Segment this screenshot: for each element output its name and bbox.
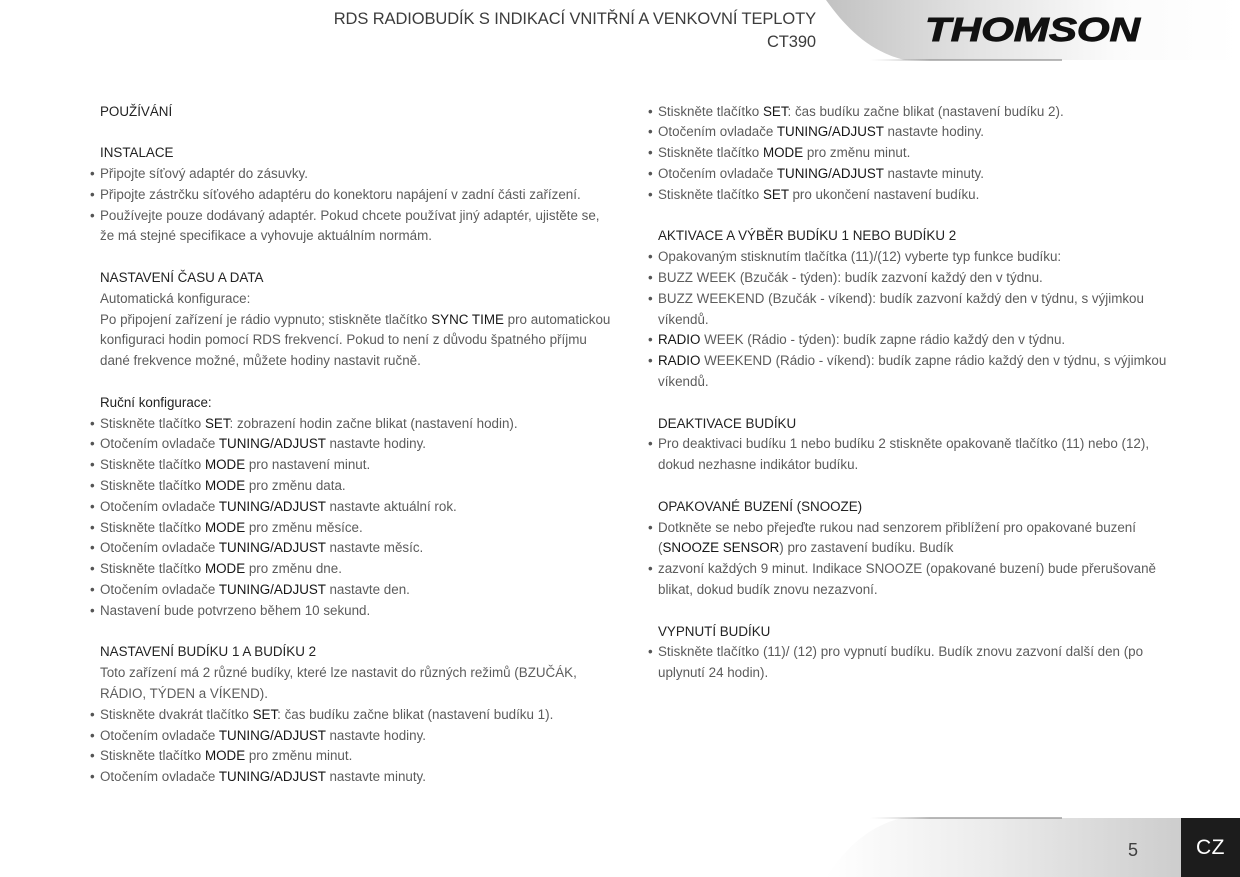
text-line <box>658 518 1233 539</box>
page-number: 5 <box>1127 840 1138 860</box>
bullet-item <box>90 206 630 248</box>
text-line <box>100 663 630 684</box>
bullet-item <box>90 434 630 455</box>
bullet-item <box>90 601 630 622</box>
control-name: RADIO <box>658 332 701 348</box>
text-line <box>658 642 1233 663</box>
bullet-item <box>90 580 630 601</box>
section-heading: Ruční konfigurace: <box>100 394 212 410</box>
text-line <box>658 122 1233 143</box>
text-line <box>658 143 1233 164</box>
text-run: pro změnu dne. <box>245 561 342 577</box>
bullet-item <box>648 351 1233 393</box>
text-line <box>100 559 630 580</box>
bullet-item <box>648 164 1233 185</box>
text-run: Otočením ovladače <box>100 436 219 452</box>
bullet-item <box>90 497 630 518</box>
control-name: TUNING/ADJUST <box>776 165 884 181</box>
text-run: Stiskněte tlačítko <box>100 415 205 431</box>
bullet-item <box>90 559 630 580</box>
text-run: pro nastavení minut. <box>245 457 371 473</box>
control-name: TUNING/ADJUST <box>218 727 326 743</box>
bullet-item <box>648 122 1233 143</box>
bullet-item <box>90 414 630 435</box>
control-name: SET <box>204 415 230 431</box>
right-column <box>648 102 1233 684</box>
text-line <box>100 767 630 788</box>
text-line <box>658 372 1233 393</box>
text-line <box>100 226 630 247</box>
bullet-item <box>648 434 1233 476</box>
text-run: : čas budíku začne blikat (nastavení budíku 1). <box>277 706 554 722</box>
text-line <box>658 351 1233 372</box>
text-run: BUZZ WEEK (Bzučák - týden): budík zazvoní každý den v týdnu. <box>658 269 1043 285</box>
text-run: Otočením ovladače <box>100 540 219 556</box>
text-line <box>100 684 630 705</box>
text-run: Otočením ovladače <box>100 769 219 785</box>
text-line <box>100 330 630 351</box>
text-run: nastavte aktuální rok. <box>325 498 457 514</box>
text-run: pro změnu minut. <box>803 145 911 161</box>
text-run: ( <box>658 540 663 556</box>
text-line <box>100 705 630 726</box>
text-line <box>100 580 630 601</box>
bullet-item <box>648 330 1233 351</box>
control-name: MODE <box>204 519 246 535</box>
control-name: SET <box>762 103 788 119</box>
brand-logo <box>900 0 1160 60</box>
bullet-item <box>90 767 630 788</box>
text-line <box>658 330 1233 351</box>
text-run: Stiskněte tlačítko <box>100 519 205 535</box>
text-run: konfiguraci hodin pomocí RDS frekvencí. Pokud to není z důvodu špatného příjmu <box>100 332 587 348</box>
text-run: Otočením ovladače <box>100 498 219 514</box>
text-line <box>100 601 630 622</box>
control-name: TUNING/ADJUST <box>218 540 326 556</box>
text-run: BUZZ WEEKEND (Bzučák - víkend): budík zazvoní každý den v týdnu, s výjimkou <box>658 290 1144 306</box>
text-line <box>658 268 1233 289</box>
control-name: TUNING/ADJUST <box>218 436 326 452</box>
text-run: nastavte minuty. <box>325 769 426 785</box>
text-run: pro změnu data. <box>245 477 346 493</box>
control-name: TUNING/ADJUST <box>218 769 326 785</box>
text-line <box>100 518 630 539</box>
section-heading: OPAKOVANÉ BUZENÍ (SNOOZE) <box>658 498 863 514</box>
text-line <box>658 538 1233 559</box>
text-run: víkendů. <box>658 311 709 327</box>
text-run: Otočením ovladače <box>100 581 219 597</box>
section-heading: VYPNUTÍ BUDÍKU <box>658 623 771 639</box>
text-run: WEEK (Rádio - týden): budík zapne rádio každý den v týdnu. <box>700 332 1066 348</box>
text-run: Stiskněte tlačítko <box>100 457 205 473</box>
bullet-item <box>648 289 1233 331</box>
text-run: Připojte síťový adaptér do zásuvky. <box>100 165 308 181</box>
text-run: nastavte hodiny. <box>325 436 426 452</box>
control-name: TUNING/ADJUST <box>218 498 326 514</box>
section-heading: POUŽÍVÁNÍ <box>100 103 173 119</box>
text-run: že má stejné specifikace a vyhovuje aktuálním normám. <box>100 228 432 244</box>
text-line <box>100 289 630 310</box>
text-run: víkendů. <box>658 373 709 389</box>
text-line <box>100 455 630 476</box>
text-run: Stiskněte tlačítko <box>100 561 205 577</box>
text-line <box>658 185 1233 206</box>
text-run: Otočením ovladače <box>658 124 777 140</box>
text-run: nastavte hodiny. <box>883 124 984 140</box>
text-run: Stiskněte tlačítko <box>658 186 763 202</box>
text-run: zazvoní každých 9 minut. Indikace SNOOZE (opakované buzení) bude přerušovaně <box>658 561 1156 577</box>
text-line <box>100 476 630 497</box>
text-line <box>100 746 630 767</box>
text-run: Stiskněte tlačítko <box>658 103 763 119</box>
text-run: Otočením ovladače <box>100 727 219 743</box>
bullet-item <box>90 455 630 476</box>
control-name: MODE <box>204 561 246 577</box>
text-line <box>658 580 1233 601</box>
text-run: pro automatickou <box>503 311 611 327</box>
section-heading: NASTAVENÍ BUDÍKU 1 A BUDÍKU 2 <box>100 644 317 660</box>
section-heading: DEAKTIVACE BUDÍKU <box>658 415 797 431</box>
text-line <box>100 538 630 559</box>
control-name: MODE <box>204 457 246 473</box>
text-run: Stiskněte tlačítko (11)/ (12) pro vypnutí budíku. Budík znovu zazvoní další den (po <box>658 644 1144 660</box>
text-run: blikat, dokud budík znovu nezazvoní. <box>658 581 878 597</box>
text-line <box>658 663 1233 684</box>
bullet-item <box>648 559 1233 601</box>
text-run: nastavte minuty. <box>883 165 984 181</box>
text-line <box>658 455 1233 476</box>
text-run: : zobrazení hodin začne blikat (nastavení hodin). <box>229 415 518 431</box>
text-run: dokud nezhasne indikátor budíku. <box>658 457 859 473</box>
text-run: pro ukončení nastavení budíku. <box>788 186 980 202</box>
text-run: Stiskněte dvakrát tlačítko <box>100 706 253 722</box>
text-run: Dotkněte se nebo přejeďte rukou nad senzorem přiblížení pro opakované buzení <box>658 519 1136 535</box>
text-run: Nastavení bude potvrzeno během 10 sekund. <box>100 602 371 618</box>
bullet-item <box>90 476 630 497</box>
text-line <box>658 247 1233 268</box>
left-column <box>90 102 630 788</box>
text-line <box>100 414 630 435</box>
bullet-item <box>90 538 630 559</box>
bullet-item <box>90 185 630 206</box>
text-run: : čas budíku začne blikat (nastavení budíku 2). <box>787 103 1064 119</box>
text-run: nastavte měsíc. <box>325 540 424 556</box>
text-line <box>658 164 1233 185</box>
text-run: pro změnu měsíce. <box>245 519 363 535</box>
brand-logo-text: THOMSON <box>925 11 1142 48</box>
text-run: Po připojení zařízení je rádio vypnuto; stiskněte tlačítko <box>100 311 432 327</box>
control-name: SYNC TIME <box>431 311 504 327</box>
text-run: WEEKEND (Rádio - víkend): budík zapne rádio každý den v týdnu, s výjimkou <box>700 353 1167 369</box>
text-line <box>100 497 630 518</box>
section-heading: AKTIVACE A VÝBĚR BUDÍKU 1 NEBO BUDÍKU 2 <box>658 228 957 244</box>
text-run: dané frekvence možné, můžete hodiny nastavit ručně. <box>100 353 421 369</box>
bullet-item <box>90 705 630 726</box>
bullet-item <box>90 518 630 539</box>
document-title: RDS RADIOBUDÍK S INDIKACÍ VNITŘNÍ A VENKOVNÍ TEPLOTY <box>333 10 816 28</box>
text-run: Stiskněte tlačítko <box>658 145 763 161</box>
bullet-item <box>648 268 1233 289</box>
text-run: Toto zařízení má 2 různé budíky, které lze nastavit do různých režimů (BZUČÁK, <box>100 665 577 681</box>
control-name: SET <box>762 186 789 202</box>
paragraph <box>90 663 630 705</box>
language-tab: CZ <box>1196 835 1225 859</box>
text-run: uplynutí 24 hodin). <box>658 665 769 681</box>
text-run: Stiskněte tlačítko <box>100 477 205 493</box>
control-name: TUNING/ADJUST <box>218 581 326 597</box>
text-run: RÁDIO, TÝDEN a VÍKEND). <box>100 685 268 701</box>
paragraph <box>90 310 630 372</box>
text-run: Opakovaným stisknutím tlačítka (11)/(12) vyberte typ funkce budíku: <box>658 249 1062 265</box>
text-line <box>100 434 630 455</box>
bullet-item <box>90 164 630 185</box>
text-line <box>658 289 1233 310</box>
text-line <box>658 559 1233 580</box>
bullet-item <box>648 143 1233 164</box>
bullet-item <box>90 746 630 767</box>
text-run: pro změnu minut. <box>245 748 353 764</box>
text-run: nastavte den. <box>325 581 410 597</box>
model-number: CT390 <box>766 33 816 51</box>
text-line <box>658 434 1233 455</box>
section-heading: NASTAVENÍ ČASU A DATA <box>100 269 264 285</box>
text-run: Používejte pouze dodávaný adaptér. Pokud chcete používat jiný adaptér, ujistěte se, <box>100 207 600 223</box>
control-name: SET <box>252 706 278 722</box>
text-run: Automatická konfigurace: <box>100 290 251 306</box>
section-heading: INSTALACE <box>100 145 174 161</box>
document-title-block <box>334 8 816 54</box>
text-line <box>658 102 1233 123</box>
text-line <box>100 206 630 227</box>
text-line <box>100 185 630 206</box>
text-run: ) pro zastavení budíku. Budík <box>779 540 954 556</box>
text-run: Pro deaktivaci budíku 1 nebo budíku 2 stiskněte opakovaně tlačítko (11) nebo (12), <box>658 436 1150 452</box>
bullet-item <box>648 247 1233 268</box>
text-run: Stiskněte tlačítko <box>100 748 205 764</box>
bullet-item <box>648 518 1233 560</box>
text-line <box>100 351 630 372</box>
control-name: RADIO <box>658 353 701 369</box>
paragraph <box>90 289 630 310</box>
bullet-item <box>648 185 1233 206</box>
control-name: MODE <box>204 477 246 493</box>
control-name: MODE <box>762 145 804 161</box>
text-run: Otočením ovladače <box>658 165 777 181</box>
text-line <box>100 164 630 185</box>
text-run: Připojte zástrčku síťového adaptéru do konektoru napájení v zadní části zařízení. <box>100 186 581 202</box>
bullet-item <box>648 102 1233 123</box>
text-line <box>100 726 630 747</box>
text-line <box>100 310 630 331</box>
control-name: SNOOZE SENSOR <box>662 540 780 556</box>
bullet-item <box>648 642 1233 684</box>
control-name: TUNING/ADJUST <box>776 124 884 140</box>
control-name: MODE <box>204 748 246 764</box>
bullet-item <box>90 726 630 747</box>
text-line <box>658 310 1233 331</box>
text-run: nastavte hodiny. <box>325 727 426 743</box>
